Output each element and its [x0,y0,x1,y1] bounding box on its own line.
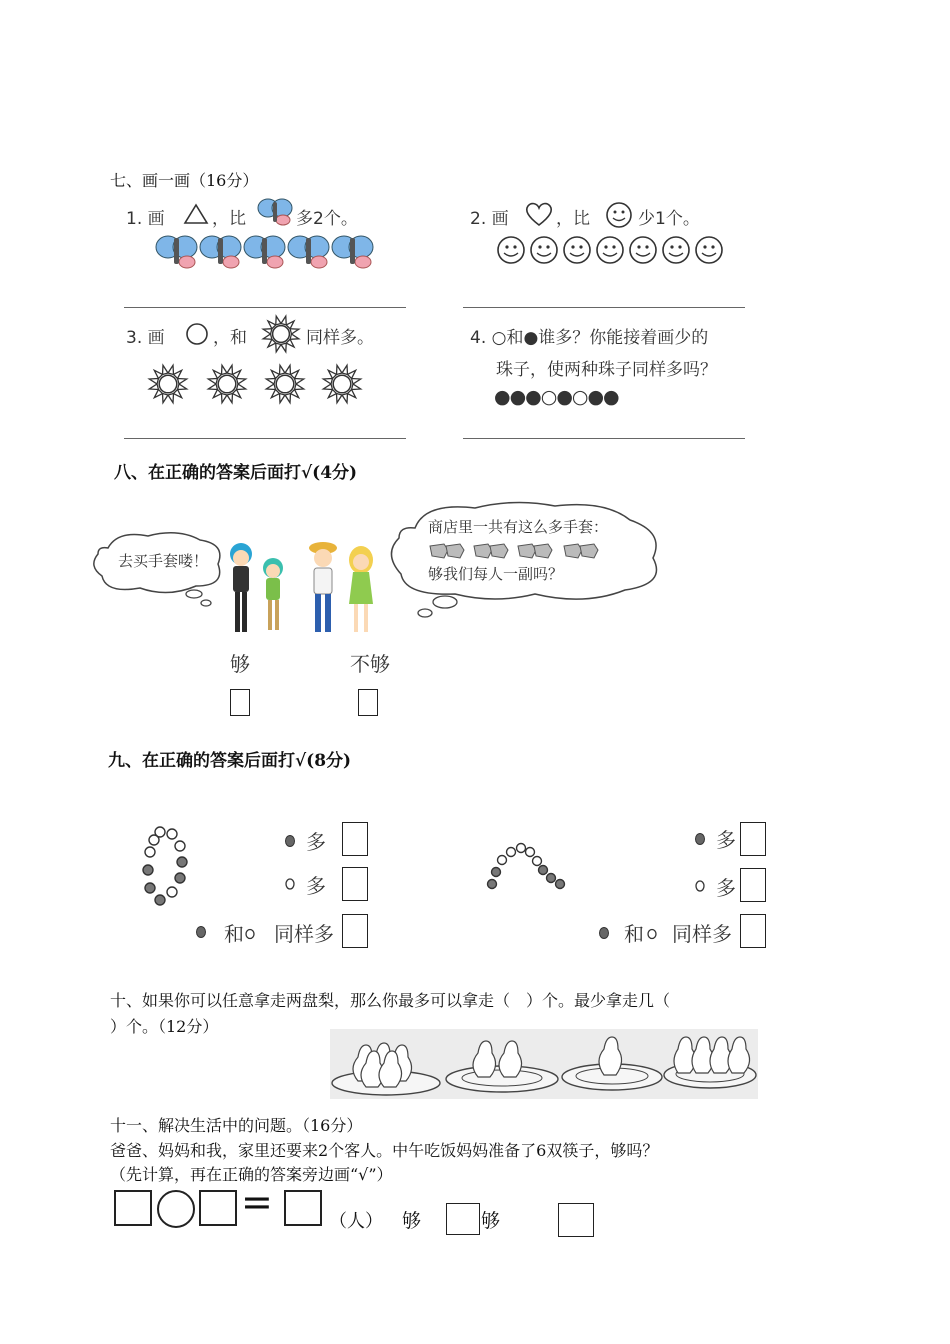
checkbox-left-dark-more[interactable] [342,822,368,856]
smiley-icon [604,201,634,229]
dark-bead-icon [598,926,610,940]
heart-icon [524,201,554,227]
butterfly-icon [155,232,199,270]
and-label: 和 [224,922,244,946]
q3-text-and: ，和 [213,328,247,348]
smiley-icon [595,235,625,265]
light-bead-icon [646,928,658,940]
light-bead-icon [284,877,296,891]
bead-ring [140,824,190,910]
q1-label [126,204,165,229]
butterfly-icon [243,232,287,270]
enough-label-2: 够 [481,1210,501,1232]
section9-title: 九、在正确的答案后面打√(8分) [108,751,352,771]
checkbox-not-enough-answer[interactable] [558,1203,594,1237]
bubble-right-line1: 商店里一共有这么多手套： [428,518,609,536]
glove-icon [470,540,510,562]
q2-label [470,204,509,229]
unit-label: （人） [329,1211,383,1232]
butterfly-icon [257,196,293,226]
q4-line2: 珠子，使两种珠子同样多吗？ [496,360,717,380]
q2-text-draw: 画 [491,209,509,229]
glove-icon [426,540,466,562]
checkbox-left-same[interactable] [342,914,368,948]
q2-text-compare: ，比 [556,209,590,229]
more-label: 多 [716,876,736,900]
section11-line1: 爸爸、妈妈和我，家里还要来2个客人。中午吃饭妈妈准备了6双筷子，够吗？ [110,1141,659,1160]
smiley-icon [529,235,559,265]
circle-icon [184,321,210,347]
same-label: 同样多 [672,922,732,946]
q4-line1: ○和●谁多？你能接着画少的 [491,328,709,348]
checkbox-right-dark-more[interactable] [740,822,766,856]
bead-sequence: ●●●○●○●● [494,386,619,408]
section11-line2: （先计算，再在正确的答案旁边画“√”） [110,1165,393,1184]
more-label: 多 [306,830,326,854]
q3-text-same: 同样多。 [306,328,374,348]
dark-bead-icon [195,925,207,939]
dark-bead-icon [694,832,706,846]
q1-number: 1. [126,209,143,229]
section10-line1: 十、如果你可以任意拿走两盘梨，那么你最多可以拿走（ ）个。最少拿走几（ [110,991,671,1010]
smiley-icon [661,235,691,265]
option-not-enough-label: 不够 [350,652,390,676]
checkbox-right-same[interactable] [740,914,766,948]
checkbox-enough-answer[interactable] [446,1203,480,1235]
butterfly-icon [199,232,243,270]
light-bead-icon [694,879,706,893]
butterfly-icon [287,232,331,270]
smiley-icon [628,235,658,265]
q1-text-compare: ，比 [212,209,246,229]
sun-icon [205,362,249,406]
glove-icon [514,540,554,562]
and-label: 和 [624,922,644,946]
equation-box-1[interactable] [114,1190,152,1226]
sun-icon [263,362,307,406]
light-bead-icon [244,928,256,940]
answer-line [124,438,406,439]
sun-icon [320,362,364,406]
q2-number: 2. [470,209,487,229]
q1-text-draw: 画 [147,209,165,229]
answer-line [124,307,406,308]
checkbox-left-light-more[interactable] [342,867,368,901]
section11-title: 十一、解决生活中的问题。（16分） [110,1116,363,1135]
answer-line [463,307,745,308]
option-enough-label: 够 [230,652,250,676]
enough-label: 够 [402,1210,422,1232]
triangle-icon [183,203,209,225]
checkbox-right-light-more[interactable] [740,868,766,902]
section7-title: 七、画一画（16分） [110,171,259,190]
bead-arc [484,840,570,896]
equation-result-box[interactable] [284,1190,322,1226]
section8-title: 八、在正确的答案后面打√(4分) [114,463,358,483]
smiley-icon [562,235,592,265]
more-label: 多 [306,874,326,898]
q4-label [470,323,708,348]
checkbox-not-enough[interactable] [358,689,378,716]
q1-text-more: 多2个。 [296,209,358,229]
dark-bead-icon [284,834,296,848]
sun-icon [260,313,302,355]
more-label: 多 [716,828,736,852]
q2-text-less: 少1个。 [638,209,700,229]
q4-number: 4. [470,328,487,348]
children-illustration [225,540,385,640]
butterfly-icon [331,232,375,270]
q3-label [126,323,165,348]
section10-line2: ）个。（12分） [110,1017,219,1036]
bubble-right-line2: 够我们每人一副吗？ [428,565,564,583]
sun-icon [146,362,190,406]
same-label: 同样多 [274,922,334,946]
bubble-left-text: 去买手套喽！ [118,552,209,570]
pear-plates-photo [330,1029,758,1099]
smiley-icon [694,235,724,265]
equation-operator-circle[interactable] [157,1190,195,1228]
glove-icon [560,540,600,562]
q3-text-draw: 画 [147,328,165,348]
equation-box-2[interactable] [199,1190,237,1226]
q3-number: 3. [126,328,143,348]
pear-plates-drawing [330,1029,758,1099]
checkbox-enough[interactable] [230,689,250,716]
smiley-icon [496,235,526,265]
answer-line [463,438,745,439]
equals-sign: = [241,1180,273,1224]
